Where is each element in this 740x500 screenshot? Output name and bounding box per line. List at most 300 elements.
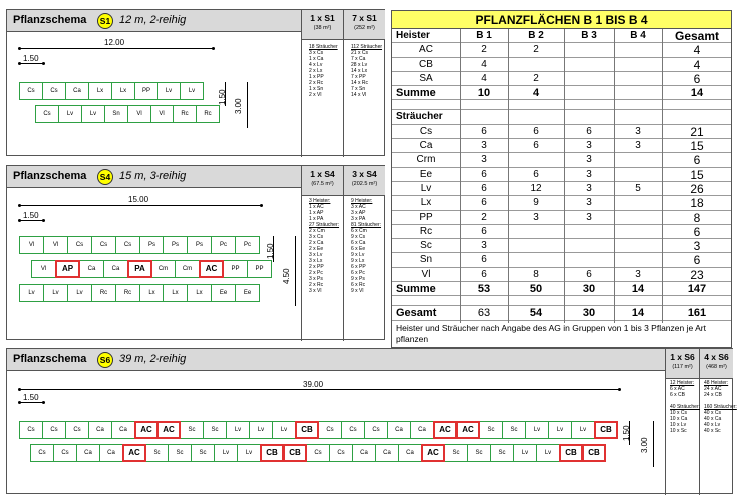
quantity-line: 21 x Cs xyxy=(351,50,368,56)
table-row xyxy=(392,43,731,57)
table-cell: 4 xyxy=(481,72,487,84)
table-cell xyxy=(564,110,614,123)
table-cell: 6 xyxy=(481,168,487,180)
table-row xyxy=(392,306,731,320)
s4-width-dimension xyxy=(19,205,261,206)
panel-s4 xyxy=(6,165,385,340)
table-cell xyxy=(460,100,508,109)
quantity-line: 40 x Sc xyxy=(704,428,721,434)
s6-qty-title-1: 1 x S6 xyxy=(670,352,695,362)
table-row xyxy=(392,182,731,196)
table-cell: 6 xyxy=(481,182,487,194)
quantity-line: 3 x Cs xyxy=(309,234,324,240)
quantity-line: 40 x Lv xyxy=(704,422,721,428)
table-cell xyxy=(508,153,564,166)
shrub-cell: Sc xyxy=(502,421,526,439)
quantity-line: 160 Sträucher: xyxy=(704,404,737,410)
quantity-line: 1 x PA xyxy=(309,216,324,222)
table-cell: 3 xyxy=(586,182,592,194)
shrub-cell: Cs xyxy=(341,421,365,439)
s6-qty-title-2: 4 x S6 xyxy=(704,352,729,362)
quantity-line: 9 x Lx xyxy=(351,258,365,264)
table-cell: 2 xyxy=(533,44,539,56)
table-cell xyxy=(614,225,662,238)
shrub-cell: PP xyxy=(134,82,158,100)
s1-edge-label: 1.50 xyxy=(23,54,39,63)
quantity-line: 2 x Cm xyxy=(309,228,325,234)
table-row xyxy=(392,239,731,253)
shrub-cell: Lv xyxy=(58,105,82,123)
quantity-line: 3 Heister: xyxy=(309,198,331,204)
table-header-cell: B 3 xyxy=(581,30,597,41)
s1-qty-area-2: (252 m²) xyxy=(354,25,375,31)
shrub-cell: Lx xyxy=(163,284,188,302)
s6-edge-dimension xyxy=(19,402,43,403)
table-row xyxy=(392,211,731,225)
table-cell: Summe xyxy=(396,283,436,296)
shrub-cell: Lv xyxy=(237,444,261,462)
table-cell: 10 xyxy=(477,87,491,100)
table-cell: 5 xyxy=(635,182,641,194)
shrub-cell: Lv xyxy=(180,82,204,100)
shrub-cell: Vl xyxy=(43,236,68,254)
shrub-cell: Ee xyxy=(235,284,260,302)
shrub-cell: Sc xyxy=(467,444,491,462)
shrub-cell: Vl xyxy=(127,105,151,123)
s4-edge-label: 1.50 xyxy=(23,211,39,220)
table-cell: Rc xyxy=(419,225,433,237)
shrub-cell: PP xyxy=(223,260,248,278)
table-row xyxy=(392,125,731,139)
s1-depth-label: 3.00 xyxy=(234,98,243,114)
shrub-cell: Cs xyxy=(53,444,77,462)
shrub-cell: Cs xyxy=(42,82,66,100)
panel-s6-subtitle: 39 m, 2-reihig xyxy=(119,353,187,365)
table-header-cell: B 2 xyxy=(528,30,544,41)
table-cell: Ca xyxy=(419,140,433,152)
quantity-line: 6 x Pc xyxy=(351,270,365,276)
shrub-cell: Cs xyxy=(30,444,54,462)
table-cell xyxy=(508,110,564,123)
shrub-cell: Cs xyxy=(306,444,330,462)
s6-row-label: 1.50 xyxy=(622,425,631,441)
table-cell: SA xyxy=(419,72,433,84)
s4-depth-label: 4.50 xyxy=(282,268,291,284)
table-cell xyxy=(614,253,662,266)
tree-cell: AC xyxy=(134,421,158,439)
shrub-cell: Cs xyxy=(35,105,59,123)
shrub-cell: Lx xyxy=(88,82,112,100)
table-header-cell: Gesamt xyxy=(674,29,720,43)
shrub-cell: Sc xyxy=(191,444,215,462)
table-cell: 14 xyxy=(690,87,704,100)
s4-depth-dimension xyxy=(295,236,296,306)
table-cell: 9 xyxy=(533,197,539,209)
table-cell: 6 xyxy=(533,125,539,137)
table-cell: Sc xyxy=(420,240,432,252)
table-row xyxy=(392,72,731,86)
table-cell: 23 xyxy=(690,267,704,282)
quantity-line: 9 x Ps xyxy=(351,276,365,282)
quantity-line: 9 x Vl xyxy=(351,288,364,294)
shrub-cell: Cs xyxy=(19,82,43,100)
table-cell xyxy=(564,100,614,109)
panel-s1-subtitle: 12 m, 2-reihig xyxy=(119,14,187,26)
quantity-line: 3 x AC xyxy=(351,204,366,210)
table-cell: 6 xyxy=(481,125,487,137)
s1-width-label: 12.00 xyxy=(104,38,125,47)
quantity-line: 6 x Cm xyxy=(351,228,367,234)
table-cell: Ee xyxy=(419,168,433,180)
table-cell: 30 xyxy=(582,283,596,296)
quantity-line: 3 x PA xyxy=(351,216,366,222)
shrub-cell: Lv xyxy=(548,421,572,439)
table-header-cell: B 1 xyxy=(476,30,492,41)
table-cell: 6 xyxy=(533,168,539,180)
shrub-cell: Ca xyxy=(387,421,411,439)
table-cell: 6 xyxy=(693,153,701,168)
shrub-cell: Ca xyxy=(79,260,104,278)
table-cell: 3 xyxy=(586,168,592,180)
panel-s6-title: Pflanzschema xyxy=(13,353,87,365)
table-cell xyxy=(508,58,564,71)
shrub-cell: Rc xyxy=(91,284,116,302)
quantity-line: 6 x AC xyxy=(670,386,685,392)
table-cell xyxy=(614,239,662,252)
panel-s1-header xyxy=(7,10,301,32)
quantity-line: 28 x Lv xyxy=(351,62,368,68)
table-row xyxy=(392,268,731,282)
tree-cell: CB xyxy=(260,444,284,462)
s1-width-dimension xyxy=(19,48,213,49)
table-cell: 18 xyxy=(690,196,704,211)
shrub-cell: Sc xyxy=(490,444,514,462)
quantity-line: 81 Sträucher: xyxy=(351,222,382,228)
quantity-line: 14 x Lx xyxy=(351,68,368,74)
table-cell xyxy=(614,43,662,56)
shrub-cell: Ca xyxy=(76,444,100,462)
table-cell: 8 xyxy=(533,268,539,280)
shrub-cell: Lv xyxy=(214,444,238,462)
quantity-line: 40 x Cs xyxy=(704,410,721,416)
shrub-cell: Ca xyxy=(99,444,123,462)
quantity-line: 10 x Lv xyxy=(670,422,687,428)
s1-qty-head-2 xyxy=(344,10,385,40)
table-cell: 3 xyxy=(586,211,592,223)
table-title: PFLANZFLÄCHEN B 1 BIS B 4 xyxy=(392,11,731,29)
shrub-cell: Cs xyxy=(67,236,92,254)
table-cell: 3 xyxy=(533,211,539,223)
table-cell xyxy=(508,296,564,305)
table-row xyxy=(392,153,731,167)
quantity-line: 10 x Ca xyxy=(670,416,688,422)
table-row xyxy=(392,225,731,239)
table-cell: 53 xyxy=(477,283,491,296)
table-cell xyxy=(662,296,732,305)
tree-cell: CB xyxy=(283,444,307,462)
table-cell xyxy=(662,100,732,109)
shrub-cell: Ca xyxy=(352,444,376,462)
shrub-cell: Ps xyxy=(187,236,212,254)
s1-qty-area-1: (38 m²) xyxy=(313,25,332,31)
s1-qty-head-1 xyxy=(302,10,343,40)
table-cell: 2 xyxy=(481,211,487,223)
s4-qty-list-2 xyxy=(351,198,381,294)
s4-qty-title-2: 3 x S4 xyxy=(352,169,377,179)
table-cell: Cs xyxy=(419,125,433,137)
table-cell xyxy=(508,225,564,238)
panel-s6 xyxy=(6,348,737,494)
table-cell: 3 xyxy=(481,240,487,252)
table-section-row xyxy=(392,110,731,124)
table-cell xyxy=(614,211,662,224)
quantity-line: 1 x Sn xyxy=(309,86,324,92)
quantity-line: 2 x Ca xyxy=(309,240,324,246)
shrub-cell: Lv xyxy=(19,284,44,302)
quantity-line: 6 x Ca xyxy=(351,240,366,246)
shrub-cell: Cm xyxy=(175,260,200,278)
table-cell xyxy=(460,110,508,123)
table-cell: 14 xyxy=(631,283,645,296)
panel-s4-badge: S4 xyxy=(97,169,113,185)
shrub-cell: Ca xyxy=(88,421,112,439)
table-cell: Sn xyxy=(419,254,433,266)
table-cell: Sträucher xyxy=(396,111,443,123)
shrub-cell: Sn xyxy=(104,105,128,123)
shrub-cell: Cs xyxy=(329,444,353,462)
shrub-cell: Sc xyxy=(180,421,204,439)
shrub-cell: Lv xyxy=(525,421,549,439)
shrub-cell: Ca xyxy=(375,444,399,462)
quantity-line: 2 x Lx xyxy=(309,68,323,74)
quantity-line: 48 Heister: xyxy=(704,380,729,386)
tree-cell: AC xyxy=(199,260,224,278)
shrub-cell: Vl xyxy=(19,236,44,254)
table-cell: 6 xyxy=(481,197,487,209)
table-cell xyxy=(614,196,662,209)
quantity-line: 6 x PP xyxy=(351,264,366,270)
quantity-line: 1 x AP xyxy=(309,210,324,216)
shrub-cell: Cs xyxy=(19,421,43,439)
tree-cell: AC xyxy=(421,444,445,462)
quantity-line: 2 x PP xyxy=(309,264,324,270)
table-row xyxy=(392,139,731,153)
table-cell: 54 xyxy=(529,307,543,320)
shrub-cell: Lv xyxy=(249,421,273,439)
table-note: Heister und Sträucher nach Angabe des AG in Gruppen von 1 bis 3 Pflanzen je Art pflanzen xyxy=(396,322,706,344)
table-row xyxy=(392,100,731,110)
tree-cell: CB xyxy=(594,421,618,439)
quantity-line: 6 x CB xyxy=(670,392,686,398)
s6-qty-list-2 xyxy=(704,380,737,434)
quantity-line: 7 x Ca xyxy=(351,56,366,62)
shrub-cell: Sc xyxy=(479,421,503,439)
table-cell xyxy=(564,253,614,266)
table-cell: 6 xyxy=(481,268,487,280)
quantity-line: 14 x Vl xyxy=(351,92,367,98)
table-cell: 4 xyxy=(693,57,701,72)
tree-cell: AC xyxy=(433,421,457,439)
table-row xyxy=(392,196,731,210)
tree-cell: CB xyxy=(295,421,319,439)
shrub-cell: Lx xyxy=(187,284,212,302)
s6-width-dimension xyxy=(19,389,619,390)
tree-cell: CB xyxy=(559,444,583,462)
s6-width-label: 39.00 xyxy=(303,380,324,389)
table-cell xyxy=(614,86,662,99)
quantity-line: 3 x Ps xyxy=(309,276,323,282)
shrub-cell: PP xyxy=(247,260,272,278)
table-cell: 6 xyxy=(693,253,701,268)
s6-edge-label: 1.50 xyxy=(23,393,39,402)
s4-qty-list-1 xyxy=(309,198,339,294)
table-cell xyxy=(392,296,460,305)
s6-qty-head-2 xyxy=(700,349,733,379)
quantity-line: 9 Heister: xyxy=(351,198,373,204)
shrub-cell: Lv xyxy=(157,82,181,100)
table-cell: 4 xyxy=(693,43,701,58)
s4-qty-head-2 xyxy=(344,166,385,196)
table-cell xyxy=(460,296,508,305)
tree-cell: AC xyxy=(157,421,181,439)
table-header-cell: B 4 xyxy=(630,30,646,41)
shrub-cell: Cs xyxy=(42,421,66,439)
table-cell: 2 xyxy=(481,44,487,56)
shrub-cell: Lv xyxy=(226,421,250,439)
panel-s6-header xyxy=(7,349,665,371)
table-row xyxy=(392,86,731,100)
table-cell xyxy=(564,86,614,99)
quantity-line: 2 x Pc xyxy=(309,270,323,276)
table-cell: 12 xyxy=(530,182,542,194)
s4-qty-title-1: 1 x S4 xyxy=(310,169,335,179)
table-cell: Crm xyxy=(416,154,436,166)
s6-qty-list-1 xyxy=(670,380,700,434)
quantity-line: 24 x CB xyxy=(704,392,722,398)
table-cell: 3 xyxy=(481,154,487,166)
table-cell: 3 xyxy=(635,125,641,137)
table-cell: Summe xyxy=(396,87,436,100)
table-cell: Lv xyxy=(420,182,432,194)
table-cell: 63 xyxy=(477,307,491,320)
table-cell: 3 xyxy=(586,154,592,166)
quantity-line: 2 x Vl xyxy=(309,92,322,98)
table-cell xyxy=(614,110,662,123)
s1-qty-title-1: 1 x S1 xyxy=(310,13,335,23)
quantity-line: 3 x Cs xyxy=(309,50,324,56)
shrub-cell: Lv xyxy=(571,421,595,439)
table-cell xyxy=(564,43,614,56)
quantity-line: 10 x Cs xyxy=(670,410,687,416)
quantity-line: 3 x Vl xyxy=(309,288,322,294)
table-cell: 26 xyxy=(690,181,704,196)
table-cell: PP xyxy=(419,211,433,223)
shrub-cell: Lx xyxy=(139,284,164,302)
table-cell: 147 xyxy=(687,283,707,296)
shrub-cell: Ca xyxy=(65,82,89,100)
table-cell xyxy=(614,58,662,71)
shrub-cell: Rc xyxy=(173,105,197,123)
table-cell: 3 xyxy=(586,197,592,209)
table-cell: 4 xyxy=(532,87,540,100)
table-cell: 3 xyxy=(635,268,641,280)
s1-depth-dimension xyxy=(247,82,248,128)
table-cell xyxy=(614,153,662,166)
shrub-cell: Sc xyxy=(203,421,227,439)
shrub-cell: Cs xyxy=(364,421,388,439)
shrub-cell: Pc xyxy=(211,236,236,254)
s6-depth-dimension xyxy=(653,421,654,467)
quantity-line: 40 Sträucher: xyxy=(670,404,701,410)
s4-width-label: 15.00 xyxy=(128,195,149,204)
table-cell xyxy=(614,100,662,109)
table-cell: 6 xyxy=(586,125,592,137)
table-cell xyxy=(614,296,662,305)
table-header-cell: Heister xyxy=(396,30,430,41)
s1-qty-list-1 xyxy=(309,44,338,98)
table-cell: AC xyxy=(419,44,433,56)
shrub-cell: Rc xyxy=(115,284,140,302)
quantity-line: 2 x Ee xyxy=(309,246,324,252)
table-cell xyxy=(564,239,614,252)
shrub-cell: Cm xyxy=(151,260,176,278)
quantity-line: 24 x AC xyxy=(704,386,722,392)
s4-qty-head-1 xyxy=(302,166,343,196)
table-cell: 8 xyxy=(693,210,701,225)
quantity-line: 10 x Sc xyxy=(670,428,687,434)
shrub-cell: Cs xyxy=(65,421,89,439)
table-cell xyxy=(564,72,614,85)
table-cell xyxy=(392,100,460,109)
table-cell: 6 xyxy=(481,254,487,266)
table-row xyxy=(392,296,731,306)
table-cell: Lx xyxy=(420,197,432,209)
table-cell: 3 xyxy=(586,140,592,152)
table-row xyxy=(392,168,731,182)
quantity-line: 1 x AC xyxy=(309,204,324,210)
table-row xyxy=(392,253,731,267)
quantity-line: 9 x Cs xyxy=(351,234,366,240)
table-cell xyxy=(564,225,614,238)
tree-cell: CB xyxy=(582,444,606,462)
s6-qty-area-2: (468 m²) xyxy=(706,364,727,370)
shrub-cell: Ca xyxy=(410,421,434,439)
s1-qty-list-2 xyxy=(351,44,382,98)
table-cell: 3 xyxy=(481,140,487,152)
panel-s4-subtitle: 15 m, 3-reihig xyxy=(119,170,187,182)
quantity-line: 40 x Ca xyxy=(704,416,722,422)
table-cell xyxy=(564,58,614,71)
shrub-cell: Vl xyxy=(31,260,56,278)
quantity-line: 4 x Lv xyxy=(309,62,323,68)
table-row xyxy=(392,58,731,72)
shrub-cell: Lv xyxy=(43,284,68,302)
quantity-line: 3 x Lv xyxy=(309,252,323,258)
shrub-cell: Lv xyxy=(67,284,92,302)
shrub-cell: Cs xyxy=(318,421,342,439)
shrub-cell: Cs xyxy=(115,236,140,254)
panel-s1-title: Pflanzschema xyxy=(13,14,87,26)
s4-edge-dimension xyxy=(19,220,43,221)
table-cell xyxy=(508,100,564,109)
table-cell xyxy=(564,296,614,305)
panel-s6-badge: S6 xyxy=(97,352,113,368)
shrub-cell: Ee xyxy=(211,284,236,302)
table-cell: 6 xyxy=(533,140,539,152)
table-cell: 6 xyxy=(481,225,487,237)
table-cell: 6 xyxy=(693,71,701,86)
table-row xyxy=(392,282,731,296)
